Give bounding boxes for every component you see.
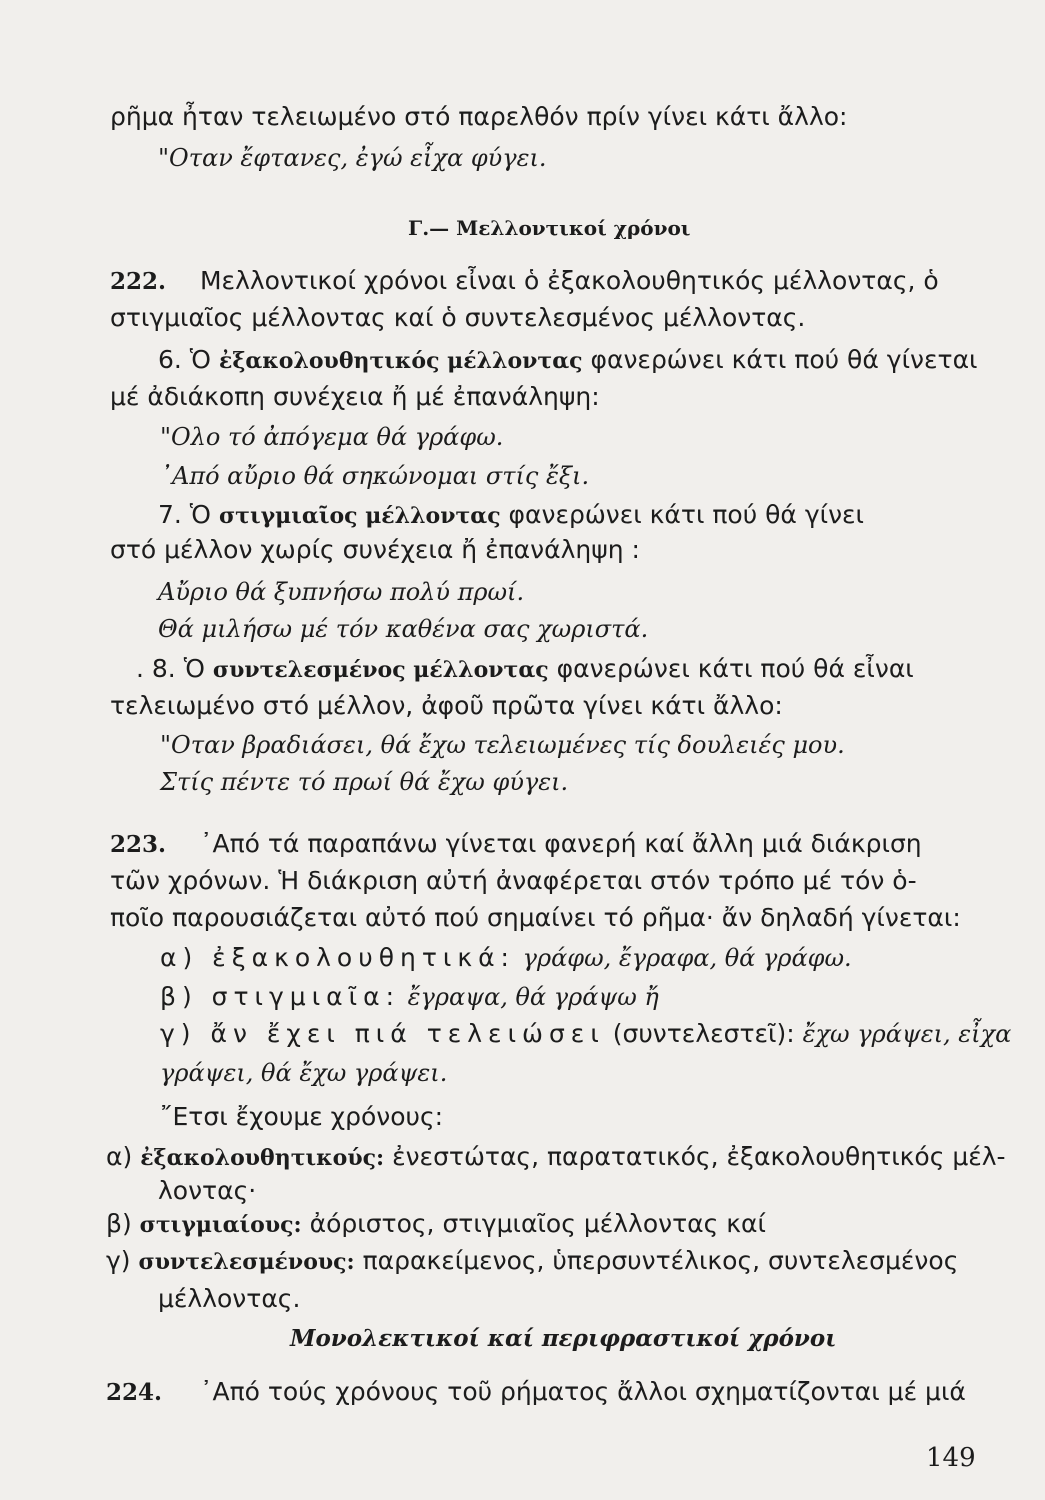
text: 7. Ὁ xyxy=(158,500,219,529)
example-text: γράφω, ἔγραφα, θά γράφω. xyxy=(515,944,852,972)
paragraph-number: 224. xyxy=(106,1379,163,1406)
section-heading: Μονολεκτικοί καί περιφραστικοί χρόνοι xyxy=(290,1325,837,1352)
paragraph-6-line-1 xyxy=(158,344,978,377)
paragraph-number: 223. xyxy=(110,831,167,858)
text-line: τῶν χρόνων. Ἡ διάκριση αὐτή ἀναφέρεται στόν τρόπο μέ τόν ὁ- xyxy=(110,866,917,895)
bold-term: στιγμιαῖος μέλλοντας xyxy=(218,503,501,529)
example-line: "Ολο τό ἀπόγεμα θά γράφω. xyxy=(160,423,504,451)
paragraph-222-line-1 xyxy=(110,265,939,298)
category-a-line xyxy=(160,942,852,974)
text: ᾿Από τά παραπάνω γίνεται φανερή καί ἄλλη μιά διάκριση xyxy=(199,829,922,858)
paragraph-number: 222. xyxy=(110,268,167,295)
section-heading: Γ.— Μελλοντικοί χρόνοι xyxy=(408,216,691,240)
example-line: ᾿Από αὔριο θά σηκώνομαι στίς ἔξι. xyxy=(160,462,590,490)
text-line: στό μέλλον χωρίς συνέχεια ἤ ἐπανάληψη : xyxy=(110,535,640,564)
bold-term: συντελεσμένος μέλλοντας xyxy=(212,657,549,683)
bold-term: συντελεσμένους: xyxy=(138,1249,355,1275)
list-item-c xyxy=(106,1245,958,1278)
paragraph-8-line-1 xyxy=(136,653,914,686)
list-item-b xyxy=(106,1208,766,1241)
example-text: ἔγραψα, θά γράψω ἤ xyxy=(400,983,659,1011)
bold-term: ἐξακολουθητικός μέλλοντας xyxy=(218,348,583,374)
text: φανερώνει κάτι πού θά γίνεται xyxy=(582,345,978,374)
category-label: γ) ἄν ἔχει πιά τελειώσει xyxy=(160,1019,605,1048)
category-b-line xyxy=(160,981,659,1013)
example-line: "Οταν ἔφτανες, ἐγώ εἶχα φύγει. xyxy=(158,144,547,172)
paragraph-223-line-1 xyxy=(110,828,922,861)
text: (συντελεστεῖ): xyxy=(604,1019,803,1048)
text: ἐνεστώτας, παρατατικός, ἐξακολουθητικός μέλ- xyxy=(384,1142,1006,1171)
text-line: λοντας· xyxy=(158,1176,257,1205)
text: 6. Ὁ xyxy=(158,345,219,374)
text-line: τελειωμένο στό μέλλον, ἀφοῦ πρῶτα γίνει κάτι ἄλλο: xyxy=(110,691,783,720)
example-line: γράψει, θά ἔχω γράψει. xyxy=(160,1059,448,1087)
example-text: ἔχω γράψει, εἶχα xyxy=(802,1020,1012,1048)
text-line: ποῖο παρουσιάζεται αὐτό πού σημαίνει τό ρῆμα· ἄν δηλαδή γίνεται: xyxy=(110,903,961,932)
text-line: μέ ἀδιάκοπη συνέχεια ἤ μέ ἐπανάληψη: xyxy=(110,382,600,411)
example-line: Θά μιλήσω μέ τόν καθένα σας χωριστά. xyxy=(158,615,649,643)
paragraph-224-line-1 xyxy=(106,1376,966,1409)
text: ἀόριστος, στιγμιαῖος μέλλοντας καί xyxy=(301,1209,766,1238)
category-c-line xyxy=(160,1018,1011,1050)
list-item-a xyxy=(106,1141,1006,1174)
text-line: μέλλοντας. xyxy=(158,1284,301,1313)
text-line: ρῆμα ἦταν τελειωμένο στό παρελθόν πρίν γίνει κάτι ἄλλο: xyxy=(110,102,848,131)
text-line: στιγμιαῖος μέλλοντας καί ὁ συντελεσμένος μέλλοντας. xyxy=(110,303,806,332)
text: ᾿Από τούς χρόνους τοῦ ρήματος ἄλλοι σχηματίζονται μέ μιά xyxy=(199,1377,966,1406)
category-label: α) ἐξακολουθητικά: xyxy=(160,943,515,972)
example-line: Στίς πέντε τό πρωί θά ἔχω φύγει. xyxy=(160,768,569,796)
text: παρακείμενος, ὑπερσυντέλικος, συντελεσμένος xyxy=(354,1246,959,1275)
text: α) xyxy=(106,1142,141,1171)
text: φανερώνει κάτι πού θά εἶναι xyxy=(548,654,914,683)
bold-term: στιγμιαίους: xyxy=(139,1212,302,1238)
text: φανερώνει κάτι πού θά γίνει xyxy=(500,500,865,529)
category-label: β) στιγμιαῖα: xyxy=(160,982,401,1011)
paragraph-7-line-1 xyxy=(158,499,864,532)
text: β) xyxy=(106,1209,140,1238)
text: . 8. Ὁ xyxy=(136,654,213,683)
page-number: 149 xyxy=(926,1443,976,1473)
text: γ) xyxy=(106,1246,139,1275)
example-line: "Οταν βραδιάσει, θά ἔχω τελειωμένες τίς δουλειές μου. xyxy=(160,731,845,759)
text-line: ῎Ετσι ἔχουμε χρόνους: xyxy=(160,1102,444,1131)
text: Μελλοντικοί χρόνοι εἶναι ὁ ἐξακολουθητικός μέλλοντας, ὁ xyxy=(199,266,939,295)
example-line: Αὔριο θά ξυπνήσω πολύ πρωί. xyxy=(158,578,525,606)
bold-term: ἐξακολουθητικούς: xyxy=(140,1145,385,1171)
